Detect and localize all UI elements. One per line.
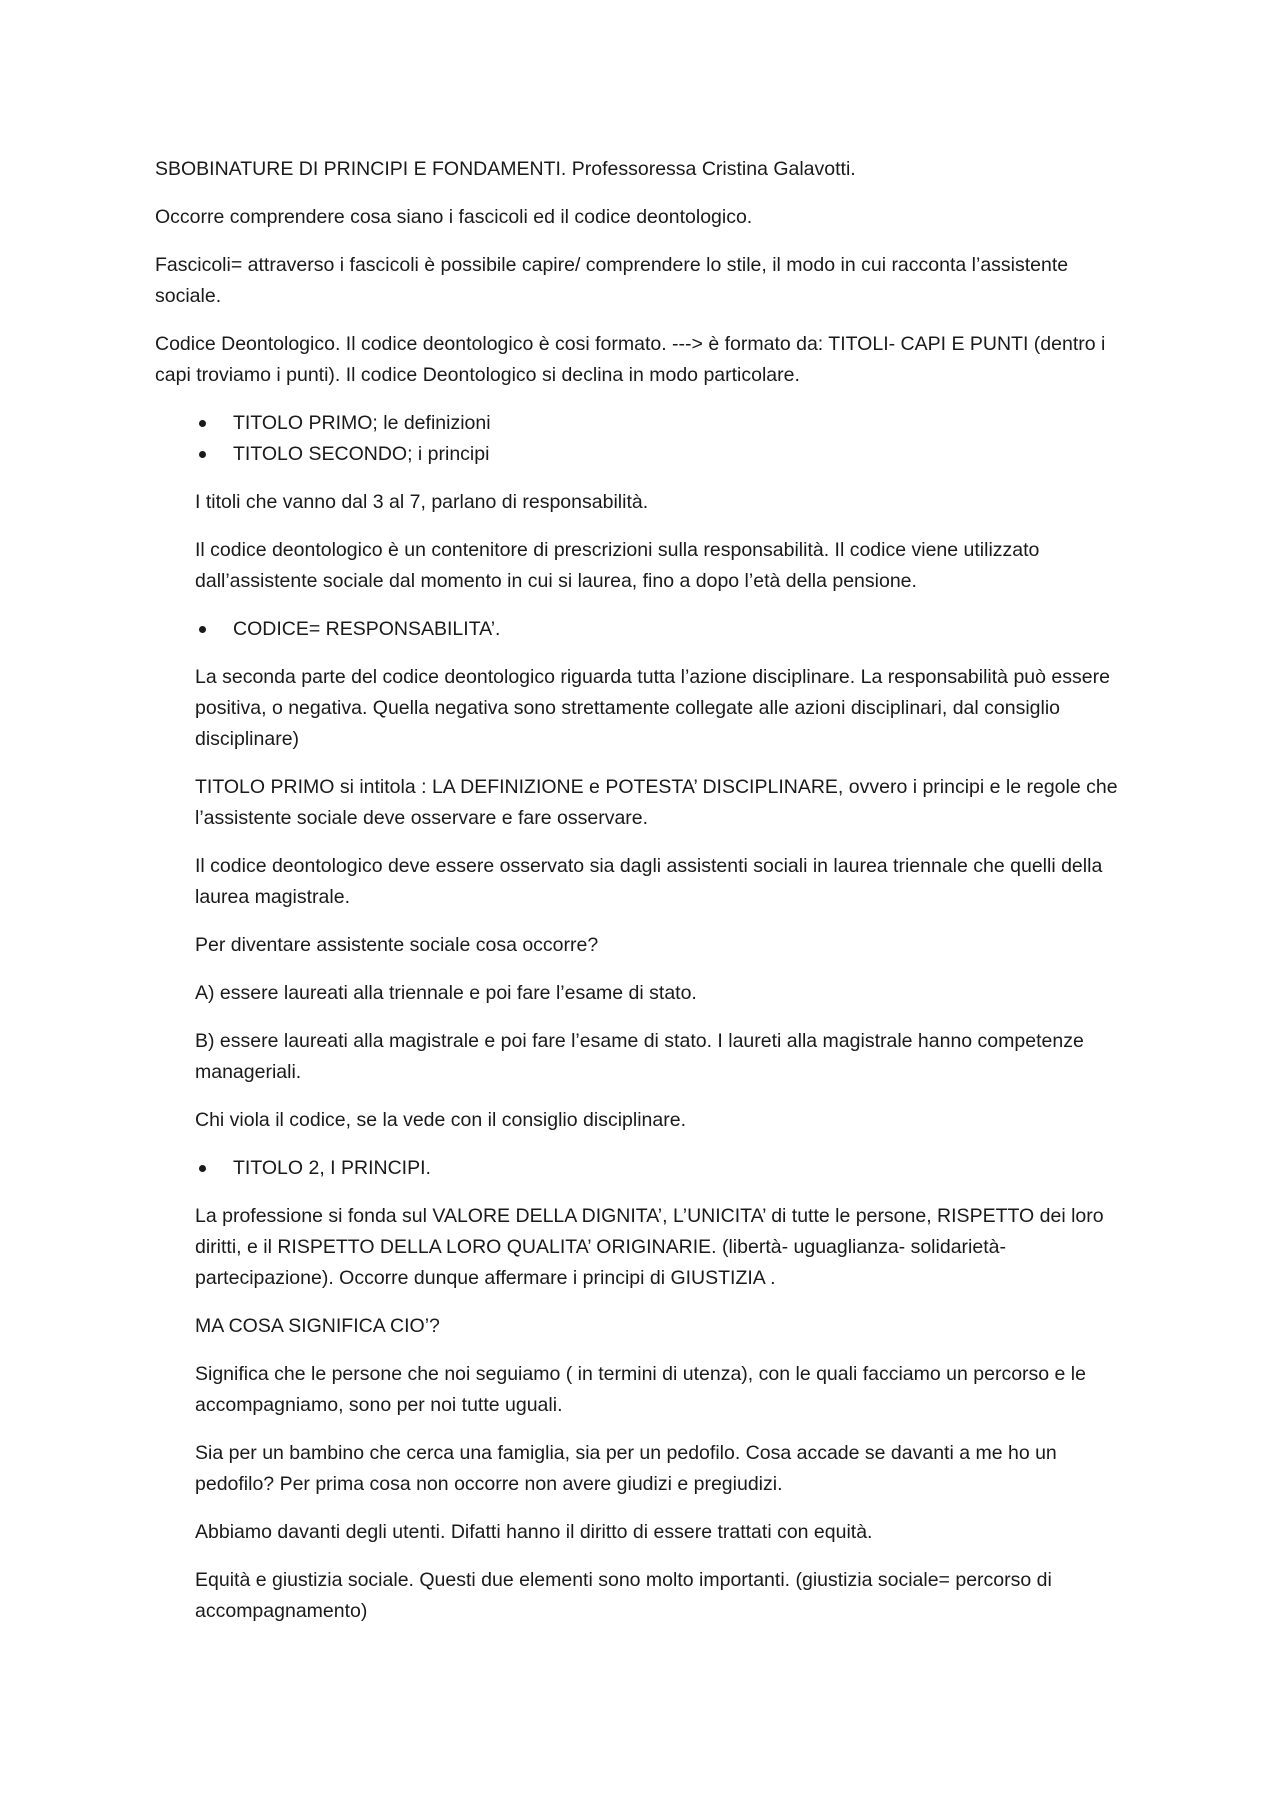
paragraph-cosa-significa: MA COSA SIGNIFICA CIO’? xyxy=(195,1315,440,1337)
paragraph-osservanza-codice: Il codice deontologico deve essere osservato sia dagli assistenti sociali in laurea triennale che quelli della laurea magistrale. xyxy=(195,855,1103,908)
paragraph-azione-disciplinare: La seconda parte del codice deontologico riguarda tutta l’azione disciplinare. La responsabilità può essere positiva, o negativa. Quella negativa sono strettamente collegate alle azioni disciplinari, dal consiglio disciplinare) xyxy=(195,666,1110,750)
paragraph-utenti-equita: Abbiamo davanti degli utenti. Difatti hanno il diritto di essere trattati con equità. xyxy=(195,1521,873,1543)
document-title-line: SBOBINATURE DI PRINCIPI E FONDAMENTI. Professoressa Cristina Galavotti. xyxy=(155,158,856,180)
list-item xyxy=(195,408,1135,439)
list-item-text: CODICE= RESPONSABILITA’. xyxy=(233,618,501,640)
bullet-list-codice xyxy=(195,614,1135,645)
bullet-icon xyxy=(199,626,206,633)
indented-section xyxy=(195,408,1135,1627)
bullet-icon xyxy=(199,451,206,458)
paragraph-titoli-responsabilita: I titoli che vanno dal 3 al 7, parlano di responsabilità. xyxy=(195,491,649,513)
list-item xyxy=(195,614,1135,645)
bullet-icon xyxy=(199,420,206,427)
paragraph-contenitore-prescrizioni: Il codice deontologico è un contenitore di prescrizioni sulla responsabilità. Il codice viene utilizzato dall’assistente sociale dal momento in cui si laurea, fino a dopo l’età della pensione. xyxy=(195,539,1040,592)
paragraph-fascicoli-definition: Fascicoli= attraverso i fascicoli è possibile capire/ comprendere lo stile, il modo in cui racconta l’assistente sociale. xyxy=(155,254,1069,307)
bullet-list-titoli xyxy=(195,408,1135,470)
bullet-icon xyxy=(199,1165,206,1172)
list-item-text: TITOLO PRIMO; le definizioni xyxy=(233,412,491,434)
list-item-text: TITOLO SECONDO; i principi xyxy=(233,443,490,465)
paragraph-titolo-primo: TITOLO PRIMO si intitola : LA DEFINIZIONE e POTESTA’ DISCIPLINARE, ovvero i principi e le regole che l’assistente sociale deve osservare e fare osservare. xyxy=(195,776,1118,829)
paragraph-violazione-codice: Chi viola il codice, se la vede con il consiglio disciplinare. xyxy=(195,1109,686,1131)
document-body xyxy=(155,154,1135,1644)
paragraph-giustizia-sociale: Equità e giustizia sociale. Questi due elementi sono molto importanti. (giustizia sociale= percorso di accompagnamento) xyxy=(195,1569,1052,1622)
paragraph-fascicoli-codice: Occorre comprendere cosa siano i fascicoli ed il codice deontologico. xyxy=(155,206,753,228)
paragraph-persone-uguali: Significa che le persone che noi seguiamo ( in termini di utenza), con le quali facciamo un percorso e le accompagniamo, sono per noi tutte uguali. xyxy=(195,1363,1086,1416)
paragraph-codice-formato: Codice Deontologico. Il codice deontologico è cosi formato. ---> è formato da: TITOLI- CAPI E PUNTI (dentro i capi troviamo i punti). Il codice Deontologico si declina in modo particolare. xyxy=(155,333,1106,386)
list-item-text: TITOLO 2, I PRINCIPI. xyxy=(233,1157,431,1179)
paragraph-opzione-b: B) essere laureati alla magistrale e poi fare l’esame di stato. I laureti alla magistrale hanno competenze manageriali. xyxy=(195,1030,1084,1083)
paragraph-valore-dignita: La professione si fonda sul VALORE DELLA DIGNITA’, L’UNICITA’ di tutte le persone, RISPETTO dei loro diritti, e il RISPETTO DELLA LORO QUALITA’ ORIGINARIE. (libertà- uguaglianza- solidarietà- partecipazione). Occorre dunque affermare i principi di GIUSTIZIA . xyxy=(195,1205,1104,1289)
list-item xyxy=(195,439,1135,470)
paragraph-bambino-pedofilo: Sia per un bambino che cerca una famiglia, sia per un pedofilo. Cosa accade se davanti a me ho un pedofilo? Per prima cosa non occorre non avere giudizi e pregiudizi. xyxy=(195,1442,1057,1495)
paragraph-domanda-diventare: Per diventare assistente sociale cosa occorre? xyxy=(195,934,599,956)
paragraph-opzione-a: A) essere laureati alla triennale e poi fare l’esame di stato. xyxy=(195,982,697,1004)
list-item xyxy=(195,1153,1135,1184)
bullet-list-principi xyxy=(195,1153,1135,1184)
